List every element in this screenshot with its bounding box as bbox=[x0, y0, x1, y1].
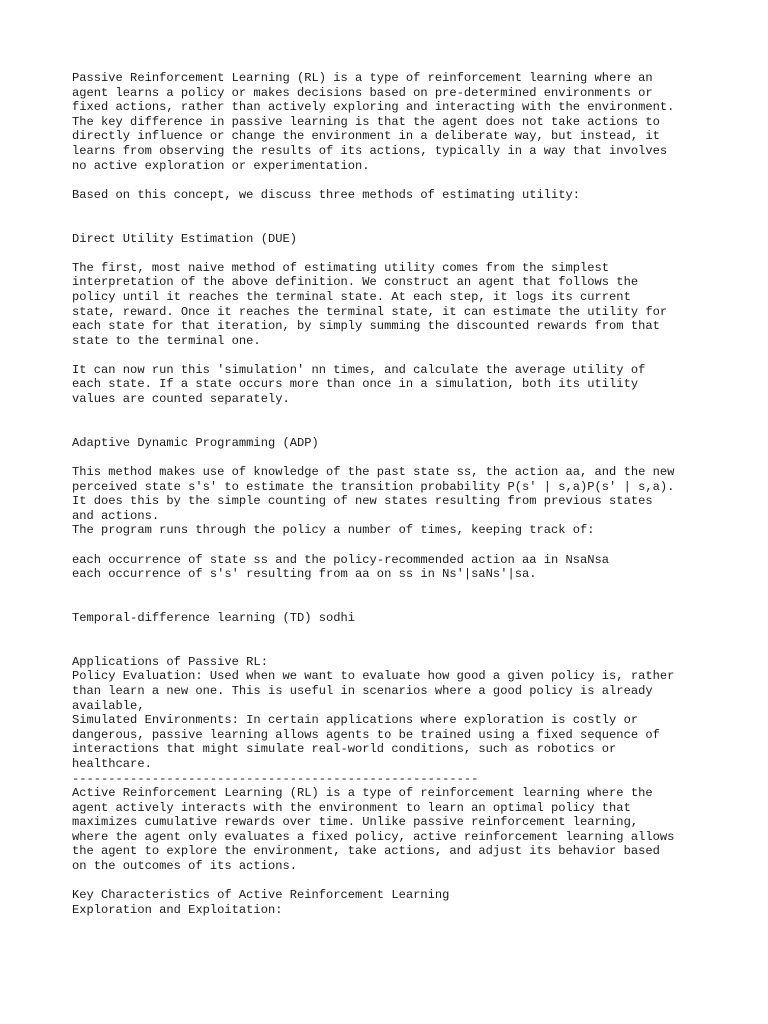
document-line: fixed actions, rather than actively exploring and interacting with the environment. bbox=[72, 100, 675, 115]
document-line: The first, most naive method of estimating utility comes from the simplest bbox=[72, 260, 610, 275]
document-line: Based on this concept, we discuss three methods of estimating utility: bbox=[72, 187, 581, 202]
document-line bbox=[72, 421, 732, 436]
document-line: agent learns a policy or makes decisions based on pre-determined environments or bbox=[72, 85, 653, 100]
document-line: Active Reinforcement Learning (RL) is a type of reinforcement learning where the bbox=[72, 786, 653, 801]
document-line: Adaptive Dynamic Programming (ADP) bbox=[72, 435, 319, 450]
document-line: each state. If a state occurs more than once in a simulation, both its utility bbox=[72, 377, 639, 392]
document-line: It can now run this 'simulation' nn times, and calculate the average utility of bbox=[72, 362, 646, 377]
document-line: no active exploration or experimentation. bbox=[72, 158, 370, 173]
document-line bbox=[72, 626, 732, 641]
document-line: The program runs through the policy a number of times, keeping track of: bbox=[72, 523, 595, 538]
document-line: dangerous, passive learning allows agents to be trained using a fixed sequence of bbox=[72, 727, 660, 742]
document-line bbox=[72, 246, 732, 261]
document-line bbox=[72, 348, 732, 363]
document-line bbox=[72, 582, 732, 597]
document-line: directly influence or change the environment in a deliberate way, but instead, it bbox=[72, 129, 660, 144]
document-line: Policy Evaluation: Used when we want to evaluate how good a given policy is, rather bbox=[72, 669, 675, 684]
document-line: Direct Utility Estimation (DUE) bbox=[72, 231, 297, 246]
document-line bbox=[72, 173, 732, 188]
document-line: each state for that iteration, by simply summing the discounted rewards from that bbox=[72, 319, 660, 334]
document-line bbox=[72, 202, 732, 217]
document-line bbox=[72, 217, 732, 232]
document-line bbox=[72, 407, 732, 422]
document-body bbox=[72, 71, 732, 917]
document-line: It does this by the simple counting of new states resulting from previous states bbox=[72, 494, 653, 509]
document-line: state, reward. Once it reaches the terminal state, it can estimate the utility for bbox=[72, 304, 668, 319]
document-line: interactions that might simulate real-world conditions, such as robotics or bbox=[72, 742, 617, 757]
document-line: This method makes use of knowledge of the past state ss, the action aa, and the new bbox=[72, 465, 675, 480]
document-line: interpretation of the above definition. We construct an agent that follows the bbox=[72, 275, 639, 290]
document-line: Passive Reinforcement Learning (RL) is a type of reinforcement learning where an bbox=[72, 71, 653, 85]
document-line bbox=[72, 874, 732, 889]
document-line: on the outcomes of its actions. bbox=[72, 859, 297, 874]
document-line bbox=[72, 538, 732, 553]
document-line: Temporal-difference learning (TD) sodhi bbox=[72, 610, 356, 625]
document-line: Applications of Passive RL: bbox=[72, 654, 268, 669]
document-line: the agent to explore the environment, take actions, and adjust its behavior based bbox=[72, 844, 660, 859]
document-line: Simulated Environments: In certain applications where exploration is costly or bbox=[72, 713, 639, 728]
document-line: maximizes cumulative rewards over time. Unlike passive reinforcement learning, bbox=[72, 815, 639, 830]
document-line: -------------------------------------------------------- bbox=[72, 771, 479, 786]
document-line: each occurrence of s's' resulting from aa on ss in Ns'|saNs'|sa. bbox=[72, 567, 537, 582]
document-line: healthcare. bbox=[72, 756, 152, 771]
document-line: agent actively interacts with the environment to learn an optimal policy that bbox=[72, 800, 631, 815]
document-line: values are counted separately. bbox=[72, 392, 290, 407]
document-line: policy until it reaches the terminal state. At each step, it logs its current bbox=[72, 289, 631, 304]
document-line: each occurrence of state ss and the policy-recommended action aa in NsaNsa bbox=[72, 552, 610, 567]
document-line: state to the terminal one. bbox=[72, 333, 261, 348]
document-line: available, bbox=[72, 698, 145, 713]
document-line: perceived state s's' to estimate the transition probability P(s' | s,a)P(s' | s,a). bbox=[72, 479, 675, 494]
document-line bbox=[72, 640, 732, 655]
document-line: and actions. bbox=[72, 508, 160, 523]
document-line bbox=[72, 450, 732, 465]
document-line: where the agent only evaluates a fixed policy, active reinforcement learning allows bbox=[72, 829, 675, 844]
document-line: Exploration and Exploitation: bbox=[72, 902, 283, 917]
document-line bbox=[72, 596, 732, 611]
document-line: Key Characteristics of Active Reinforcement Learning bbox=[72, 888, 450, 903]
document-line: learns from observing the results of its actions, typically in a way that involves bbox=[72, 143, 668, 158]
document-line: than learn a new one. This is useful in scenarios where a good policy is already bbox=[72, 683, 653, 698]
document-line: The key difference in passive learning is that the agent does not take actions to bbox=[72, 114, 660, 129]
